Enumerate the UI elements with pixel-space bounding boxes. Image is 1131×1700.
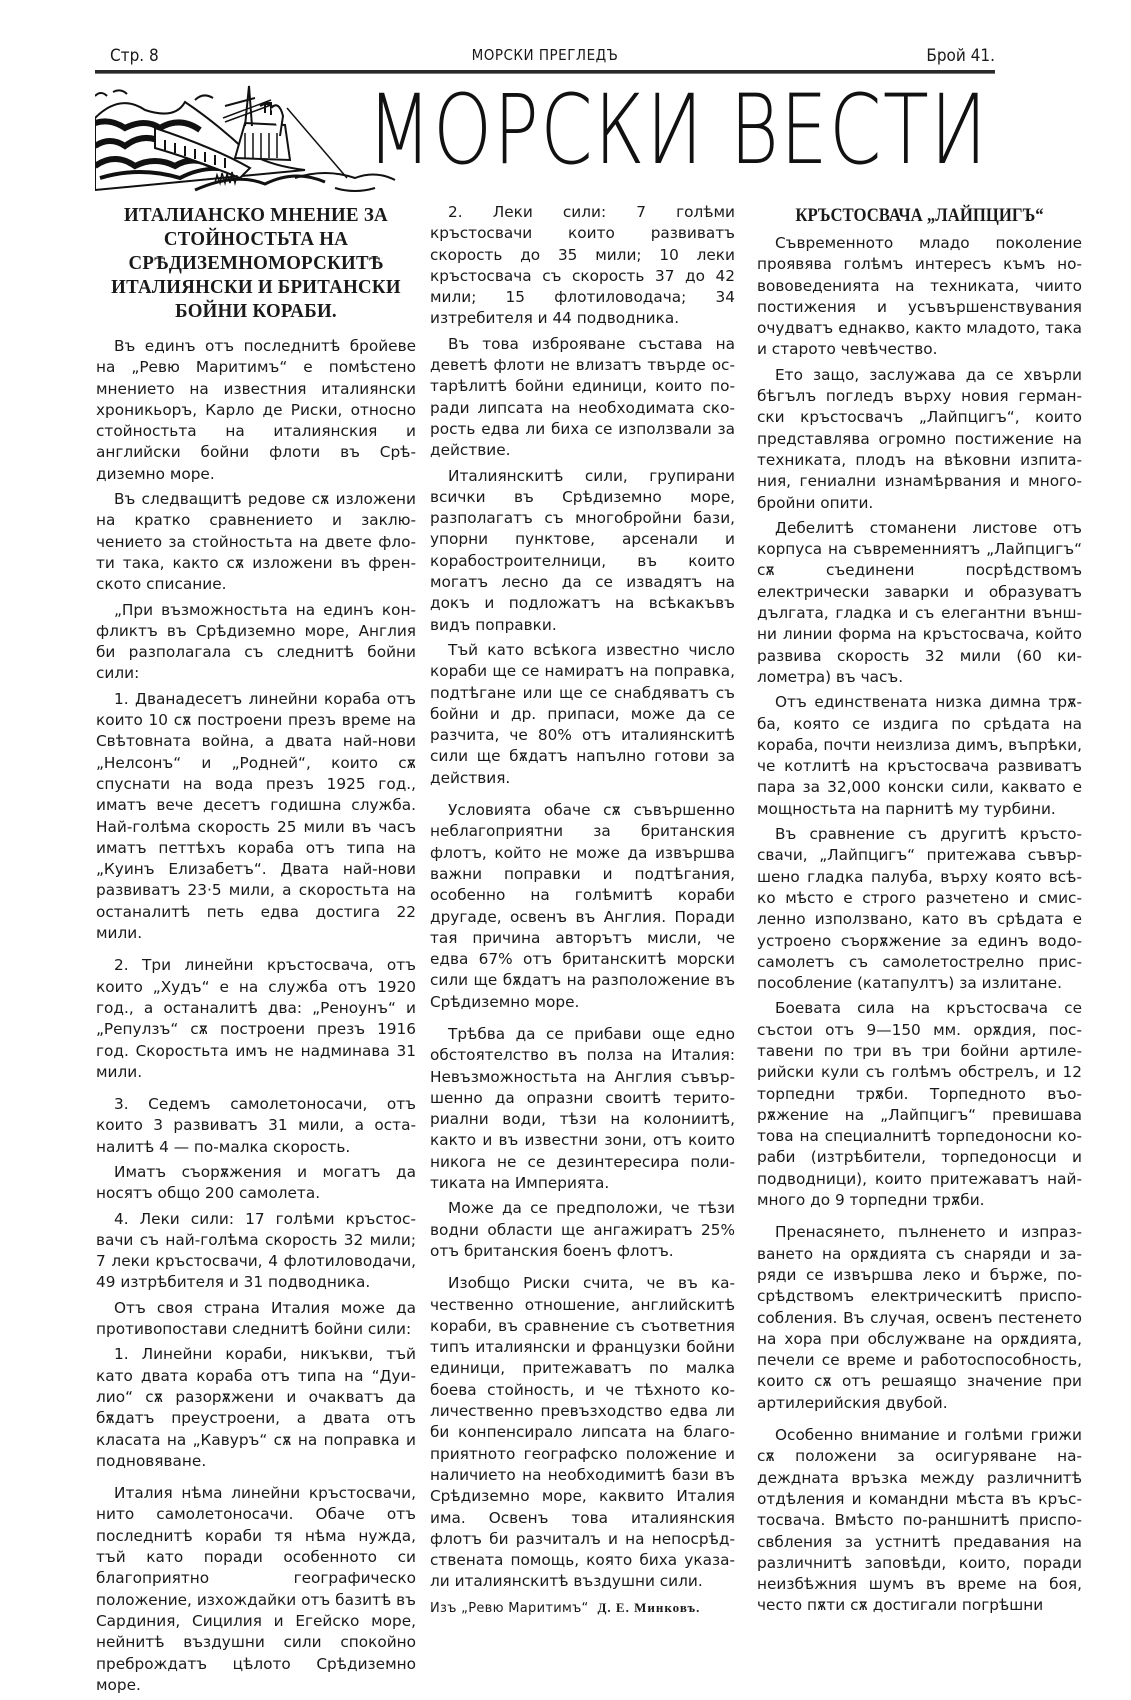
section-title: МОРСКИ ВЕСТИ: [367, 74, 989, 186]
paragraph: Съвременното младо поколение проявява голѣмъ интересъ къмъ новововеденията на техниката, чиито постижения и усъвършенствувания очудватъ еднакво, както младото, така и старото чевѣчество.: [757, 234, 1082, 359]
paragraph: 4. Леки сили: 17 голѣми кръстосвачи съ най-голѣма скорость 32 мили; 7 леки кръстосвачи, 4 флотиловодачи, 49 изтрѣбителя и 31 подводника.: [96, 1209, 416, 1292]
author-name: Д. Е. Минковъ.: [597, 1599, 701, 1615]
paragraph: 2. Леки сили: 7 голѣми кръстосвачи които развиватъ скорость до 35 мили; 10 леки кръстосвача съ скорость 37 до 42 мили; 15 флотиловодача; 34 изтребителя и 44 подводника.: [430, 203, 735, 328]
paragraph: Боевата сила на кръстосвача се състои отъ 9—150 мм. орѫдия, поставени по три въ три бойни артилерийски кули съ голѣмъ обстрелъ, и 12 торпедни трѫби. Торпедното въорѫжение на „Лайпцигъ“ превишава това на специалнитѣ торпедоносни кораби (изтрѣбители, торпедоносци и подводници), които притежаватъ наймного до 9 торпедни трѫби.: [757, 999, 1082, 1210]
paragraph: Въ следващитѣ редове сѫ изложени на кратко сравнението и заключението за стойностьта на двете флоти така, както сѫ изложени въ френското списание.: [96, 490, 416, 594]
paragraph: Отъ единствената низка димна трѫба, която се издига по срѣдата на кораба, почти неизлиза димъ, въпрѣки, че котлитѣ на кръстосвача развиватъ пара за 32,000 конски сили, каквато е мощностьта на парнитѣ му турбини.: [757, 693, 1082, 818]
paragraph: Иматъ съорѫжения и могатъ да носятъ общо 200 самолета.: [96, 1162, 416, 1203]
paragraph: Тъй като всѣкога известно число кораби ще се намиратъ на поправка, подтѣгане или ще се снабдяватъ съ бойни и др. припаси, може да се разчита, че 80% отъ италиянскитѣ сили ще бѫдатъ напълно готови за действия.: [430, 640, 735, 787]
paragraph: Пренасянето, пълненето и изпразването на орѫдията съ снаряди и заряди се извършва леко и бърже, посрѣдствомъ електрическитѣ приспособления. Въ случая, освенъ пестенето на хора при обслужване на орѫдията, печели се време и работоспособность, които сѫ отъ решаящо значение при артилерийския двубой.: [757, 1223, 1082, 1412]
paragraph: 1. Линейни кораби, никъкви, тъй като двата кораба отъ типа на “Дуилио“ сѫ разорѫжени и очакватъ да бѫдатъ преустроени, а двата отъ класата на „Кавуръ“ сѫ на поправка и подновяване.: [96, 1345, 416, 1470]
paragraph: „При възможностьта на единъ конфликтъ въ Срѣдиземно море, Англия би разполагала съ следнитѣ бойни сили:: [96, 600, 416, 683]
paragraph: Условията обаче сѫ съвършенно неблагоприятни за британския флотъ, който не може да извършва важни поправки и подтѣгания, особенно на голѣмитѣ кораби другаде, освенъ въ Англия. Поради тая причина авторътъ мисли, че едва 67% отъ британскитѣ морски сили ще бѫдатъ на разположение въ Срѣдиземно море.: [430, 801, 735, 1011]
column-1: [96, 198, 416, 1700]
column-2: [430, 202, 735, 1623]
paragraph: 3. Седемъ самолетоносачи, отъ които 3 развиватъ 31 мили, а останалитѣ 4 — по-малка скорость.: [96, 1095, 416, 1156]
running-head: [95, 44, 995, 70]
page-number: Стр. 8: [110, 46, 159, 66]
paragraph: Въ сравнение съ другитѣ кръстосвачи, „Лайпцигъ“ притежава съвършено гладка палуба, върху която всѣко мѣсто е строго разчетено и смисленно използвано, като въ срѣдата е устроено съорѫжение за единъ водосамолетъ съ самолетострелно приспособление (катапултъ) за излитане.: [757, 825, 1082, 993]
source-citation: Изъ „Ревю Маритимъ“: [430, 1600, 589, 1616]
paragraph: Особенно внимание и голѣми грижи сѫ положени за осигуряване надеждната връзка между различнитѣ отдѣления и командни мѣста въ кръстосвача. Вмѣсто по-раншнитѣ приспосвбления за устнитѣ предавания на различнитѣ заповѣди, които, поради неизбѣжния шумъ въ време на боя, често пѫти сѫ достигали погрѣшни: [757, 1426, 1082, 1615]
paragraph: Дебелитѣ стоманени листове отъ корпуса на съвременниятъ „Лайпцигъ“ сѫ съединени посрѣдствомъ електрически заварки и образуватъ дългата, гладка и съ елегантни външни линии форма на кръстосвача, който развива скорость 32 мили (60 километра) въ часъ.: [757, 518, 1082, 686]
paragraph: Въ единъ отъ последнитѣ бройеве на „Ревю Маритимъ“ е помѣстено мнението на известния италиянски хроникьоръ, Карло де Риски, относно стойностьта на италиянския и английски бойни флоти въ Срѣдиземно море.: [96, 337, 416, 483]
paragraph: Ето защо, заслужава да се хвърли бѣгълъ погледъ върху новия германски кръстосвачъ „Лайпцигъ“, които представлява огромно постижение на техниката, плодъ на вѣковни изпитания, гениални изнамѣрвания и многобройни опити.: [757, 365, 1082, 512]
paragraph: Може да се предположи, че тѣзи водни области ще ангажиратъ 25% отъ британския боенъ флотъ.: [430, 1199, 735, 1260]
paragraph: Трѣбва да се прибави още едно обстоятелство въ полза на Италия: Невъзможностьта на Англия съвършенно да опразни своитѣ териториални води, тѣзи на колониитѣ, както и въ известни зони, отъ които никога не се дезинтересира политиката на Империята.: [430, 1024, 735, 1193]
column-3: [757, 198, 1082, 1621]
paragraph: Въ това изброяване състава на деветѣ флоти не влизатъ твърде остарѣлитѣ бойни единици, които поради липсата на необходимата скорость едва ли биха се използвали за действие.: [430, 334, 735, 460]
issue-number: Брой 41.: [926, 46, 995, 66]
article-signature: [430, 1597, 735, 1619]
paragraph: 1. Дванадесетъ линейни кораба отъ които 10 сѫ построени презъ време на Свѣтовната война, а двата най-нови „Нелсонъ“ и „Родней“, които сѫ спуснати на вода презъ 1925 год., иматъ вече десетъ годишна служба. Най-голѣма скорость 25 мили въ часъ иматъ петтѣхъ кораба отъ типа на „Куинъ Елизабетъ“. Двата най-нови развиватъ 23·5 мили, а скоростьта на останалитѣ петь едва достига 22 мили.: [96, 689, 416, 943]
paragraph: Отъ своя страна Италия може да противопостави следнитѣ бойни сили:: [96, 1298, 416, 1339]
article-headline: ИТАЛИАНСКО МНЕНИЕ ЗА СТОЙНОСТЬТА НА СРѢДИЗЕМНОМОРСКИТѢ ИТАЛИЯНСКИ И БРИТАНСКИ БОЙНИ КОРАБИ.: [111, 204, 401, 322]
section-banner: [95, 74, 1000, 193]
article-headline: КРЪСТОСВАЧА „ЛАЙПЦИГЪ“: [795, 205, 1044, 226]
paragraph: Изобщо Риски счита, че въ качественно отношение, английскитѣ кораби, въ сравнение съ съответния типъ италиянски и французки бойни единици, притежаватъ по малка боева стойность, и че тѣхното количественно превъзходство едва ли би конпенсирало липсата на благоприятното географско положение и наличието на необходимитѣ бази въ Срѣдиземно море, каквито Италия има. Освенъ това италиянския флотъ би разчиталъ и на непосрѣдствената помощь, която биха указали италиянскитѣ въздушни сили.: [430, 1274, 735, 1591]
magazine-title: МОРСКИ ПРЕГЛЕДЪ: [471, 46, 619, 64]
paragraph: 2. Три линейни кръстосвача, отъ които „Худъ“ е на служба отъ 1920 год., а останалитѣ два: „Реноунъ“ и „Репулзъ“ сѫ построени презъ 1916 год. Скоростьта имъ не надминава 31 мили.: [96, 956, 416, 1081]
paragraph: Италиянскитѣ сили, групирани всички въ Срѣдиземно море, разполагатъ съ многобройни бази, упорни пунктове, арсенали и корабостроителници, въ които могатъ лесно да се извадятъ на докъ и подложатъ на всѣкакъвъ видъ поправки.: [430, 466, 735, 634]
paragraph: Италия нѣма линейни кръстосвачи, нито самолетоносачи. Обаче отъ последнитѣ кораби тя нѣма нужда, тъй като поради особенното си благоприятно географическо положение, изхождайки отъ базитѣ въ Сардиния, Сицилия и Егейско море, нейнитѣ въздушни сили спокойно преброждатъ цѣлото Срѣдиземно море.: [96, 1484, 416, 1694]
